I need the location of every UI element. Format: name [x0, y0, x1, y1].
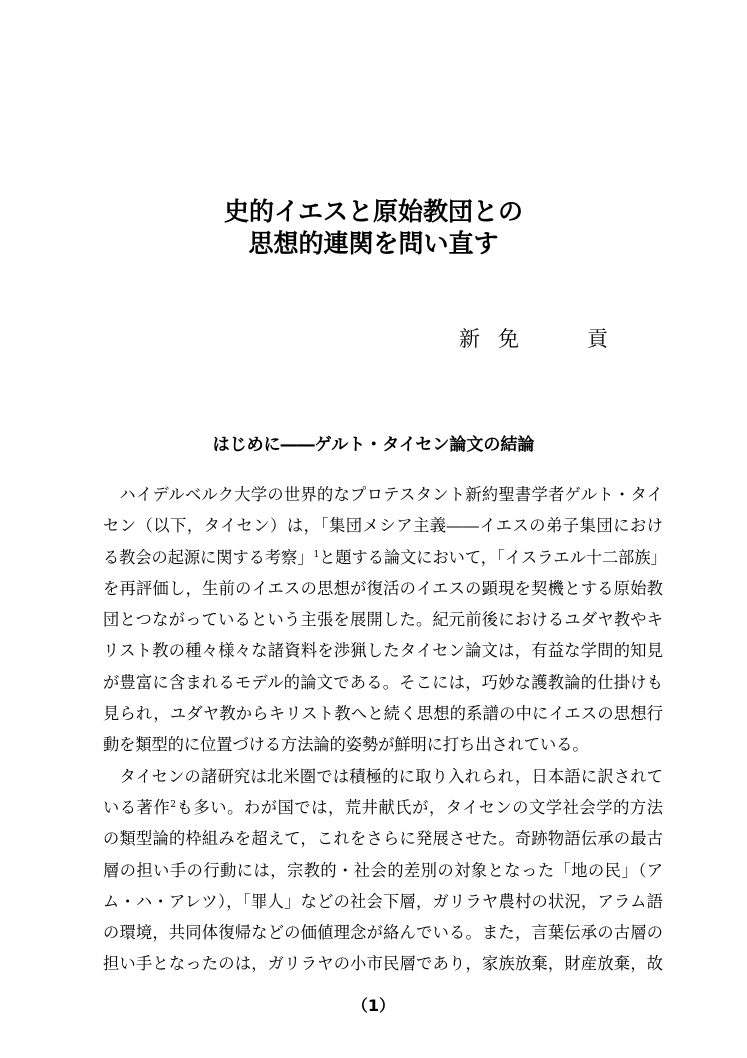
title-line-1: 史的イエスと原始教団との [223, 197, 523, 226]
text-line: リスト教の種々様々な諸資料を渉猟したタイセン論文は，有益な学問的知見 [103, 641, 663, 661]
text-segment: いる著作 [103, 797, 171, 817]
title-line-2: 思想的連関を問い直す [248, 229, 499, 258]
text-line: 動を類型的に位置づける方法論的姿勢が鮮明に打ち出されている。 [103, 735, 589, 755]
page-number: （1） [351, 996, 396, 1015]
text-line: の環境，共同体復帰などの価値理念が絡んでいる。また，言葉伝承の古層の [103, 923, 663, 943]
text-line: ハイデルベルク大学の世界的なプロテスタント新約聖書学者ゲルト・タイ [103, 485, 663, 504]
author-given-name-2: 貢 [587, 327, 608, 351]
author-name [459, 323, 608, 353]
footnote-ref[interactable]: 1 [313, 549, 320, 560]
footnote-ref[interactable]: 2 [170, 799, 177, 810]
text-line [103, 792, 663, 823]
text-segment: と題する論文において，「イスラエル十二部族」 [319, 547, 667, 567]
text-line: を再評価し，生前のイエスの思想が復活のイエスの顕現を契機とする原始教 [103, 578, 663, 598]
text-line: 層の担い手の行動には，宗教的・社会的差別の対象となった「地の民」（ア [103, 860, 663, 880]
text-line: 担い手となったのは，ガリラヤの小市民層であり，家族放棄，財産放棄，故 [103, 954, 663, 974]
body-text [103, 479, 667, 980]
text-segment: も多い。わが国では，荒井献氏が，タイセンの文学社会学的方法 [176, 797, 663, 817]
section-heading: はじめに――ゲルト・タイセン論文の結論 [212, 435, 535, 455]
text-line: 団とつながっているという主張を展開した。紀元前後におけるユダヤ教やキ [103, 610, 663, 630]
text-line: タイセンの諸研究は北米圏では積極的に取り入れられ，日本語に訳されて [103, 766, 663, 786]
text-line: セン（以下，タイセン）は，「集団メシア主義――イエスの弟子集団におけ [103, 516, 663, 536]
text-line [103, 542, 667, 573]
text-line: ム・ハ・アレツ），「罪人」などの社会下層，ガリラヤ農村の状況，アラム語 [103, 891, 663, 911]
text-segment: る教会の起源に関する考察」 [103, 547, 314, 567]
text-line: が豊富に含まれるモデル的論文である。そこには，巧妙な護教論的仕掛けも [103, 672, 663, 692]
author-family-name: 新 [459, 327, 480, 351]
text-line: 見られ，ユダヤ教からキリスト教へと続く思想的系譜の中にイエスの思想行 [103, 704, 663, 724]
author-given-name-1: 免 [498, 327, 519, 351]
text-line: の類型論的枠組みを超えて，これをさらに発展させた。奇跡物語伝承の最古 [103, 829, 663, 849]
